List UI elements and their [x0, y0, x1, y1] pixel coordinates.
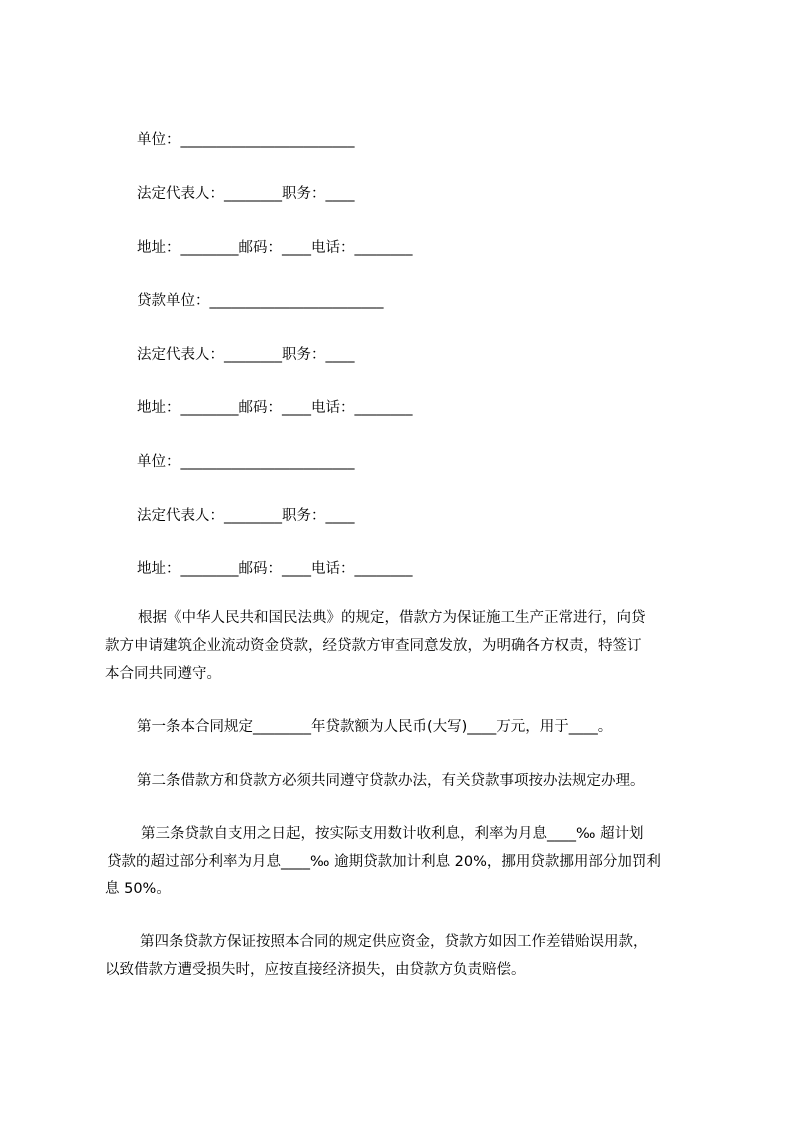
lender-address-line: 地址：________邮码：____电话：________	[137, 400, 413, 416]
guarantor-address-line: 地址：________邮码：____电话：________	[137, 561, 413, 577]
lender-unit-line: 贷款单位：________________________	[137, 293, 384, 309]
preamble-line-2: 款方申请建筑企业流动资金贷款，经贷款方审查同意发放，为明确各方权责，特签订	[105, 638, 642, 654]
preamble-line-1: 根据《中华人民共和国民法典》的规定，借款方为保证施工生产正常进行，向贷	[138, 610, 646, 626]
borrower-representative-line: 法定代表人：________职务：____	[137, 186, 355, 202]
article-4-line-1: 第四条贷款方保证按照本合同的规定供应资金，贷款方如因工作差错贻误用款，	[140, 934, 648, 950]
article-3-line-2: 贷款的超过部分利率为月息____‰ 逾期贷款加计利息 20%，挪用贷款挪用部分加罚利	[107, 854, 661, 870]
guarantor-unit-line: 单位：________________________	[137, 454, 355, 470]
borrower-unit-line: 单位：________________________	[137, 132, 355, 148]
article-3-line-3: 息 50%。	[105, 881, 171, 897]
borrower-address-line: 地址：________邮码：____电话：________	[137, 240, 413, 256]
lender-representative-line: 法定代表人：________职务：____	[137, 347, 355, 363]
article-2: 第二条借款方和贷款方必须共同遵守贷款办法，有关贷款事项按办法规定办理。	[137, 773, 645, 789]
article-4-line-2: 以致借款方遭受损失时，应按直接经济损失，由贷款方负责赔偿。	[105, 962, 526, 978]
preamble-line-3: 本合同共同遵守。	[105, 666, 221, 682]
guarantor-representative-line: 法定代表人：________职务：____	[137, 508, 355, 524]
article-1: 第一条本合同规定________年贷款额为人民币(大写)____万元，用于____。	[137, 719, 613, 735]
article-3-line-1: 第三条贷款自支用之日起，按实际支用数计收利息，利率为月息____‰ 超计划	[141, 826, 644, 842]
